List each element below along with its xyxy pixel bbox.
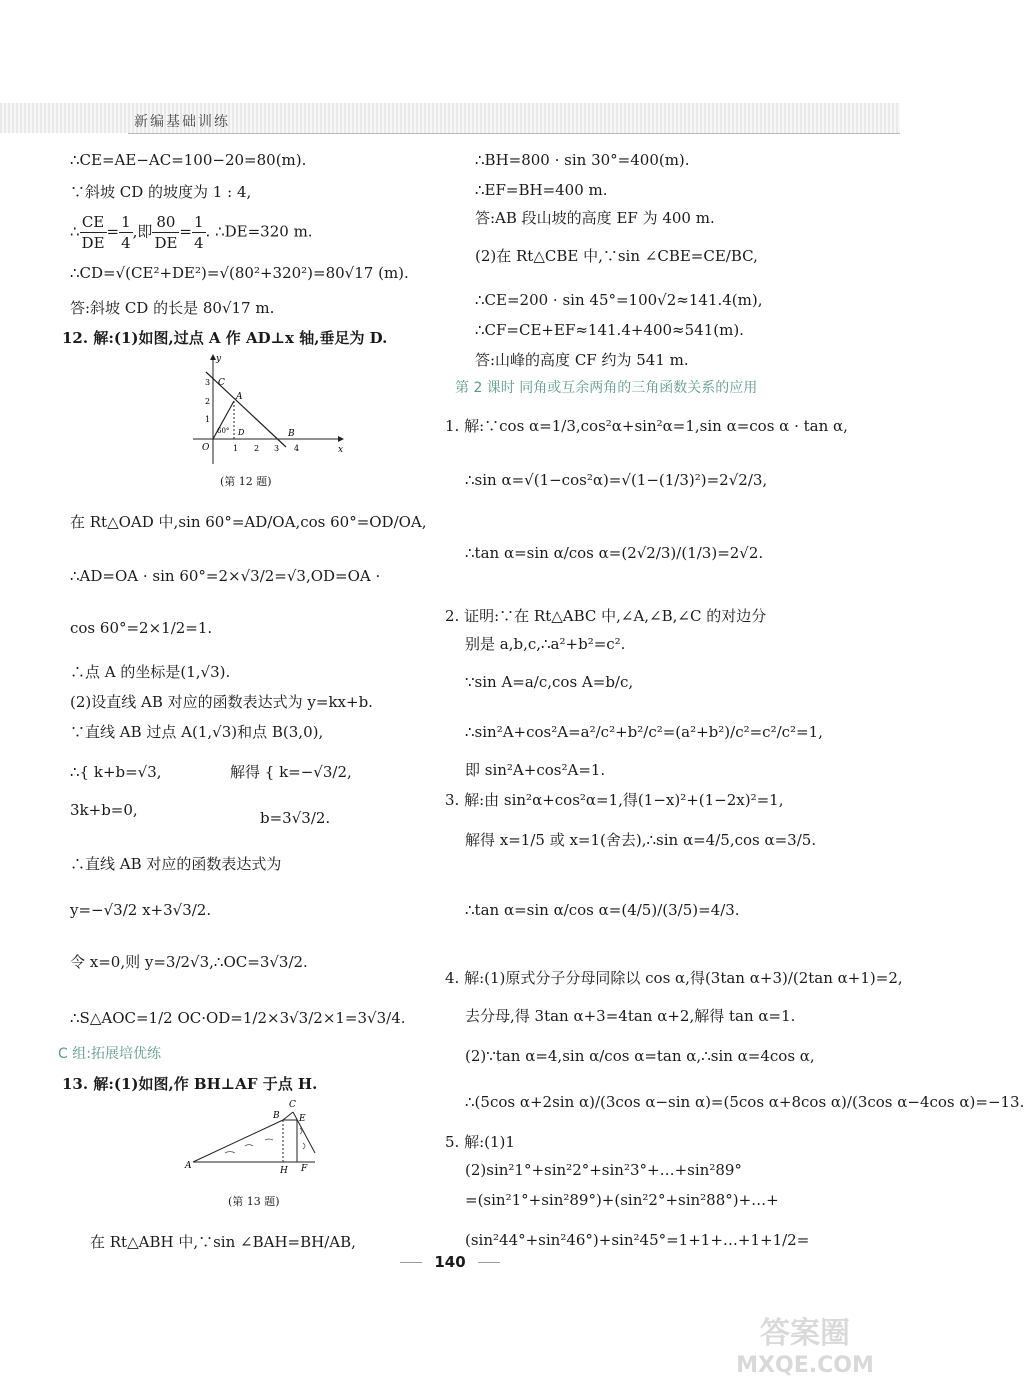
text-line: ∵斜坡 CD 的坡度为 1 : 4, (70, 183, 252, 201)
text-line: ∴sin α=√(1−cos²α)=√(1−(1/3)²)=2√2/3, (465, 471, 768, 489)
text-fragment: ,即 (132, 222, 153, 241)
text-line: ∴tan α=sin α/cos α=(4/5)/(3/5)=4/3. (465, 901, 740, 919)
text-line: ∴sin²A+cos²A=a²/c²+b²/c²=(a²+b²)/c²=c²/c²=1, (465, 723, 823, 741)
text-line: ∴BH=800 · sin 30°=400(m). (475, 151, 690, 169)
svg-text:1: 1 (205, 415, 211, 424)
svg-text:3: 3 (205, 378, 211, 387)
lesson-2-heading: 第 2 课时 同角或互余两角的三角函数关系的应用 (455, 380, 758, 396)
solution-line: 解得 { k=−√3/2, (230, 763, 352, 781)
text-fragment: ∴ (70, 222, 80, 241)
text-line: ∴直线 AB 对应的函数表达式为 (70, 855, 282, 873)
text-line: ∴CD=√(CE²+DE²)=√(80²+320²)=80√17 (m). (70, 264, 409, 282)
text-line: (sin²44°+sin²46°)+sin²45°=1+1+…+1+1/2= (465, 1231, 810, 1249)
svg-text:y: y (216, 354, 222, 364)
svg-text:O: O (202, 443, 210, 453)
page-number: 140 (0, 1253, 900, 1271)
watermark-text: 答案圈 (760, 1316, 850, 1351)
text-line: ∴点 A 的坐标是(1,√3). (70, 663, 231, 681)
svg-text:A: A (236, 392, 243, 402)
text-line: ∴(5cos α+2sin α)/(3cos α−sin α)=(5cos α+8cos α)/(3cos α−4cos α)=−13. (465, 1093, 1024, 1111)
text-fragment: = (179, 222, 192, 241)
text-line: =(sin²1°+sin²89°)+(sin²2°+sin²88°)+…+ (465, 1191, 779, 1209)
text-line: ∴S△AOC=1/2 OC·OD=1/2×3√3/2×1=3√3/4. (70, 1009, 406, 1027)
problem-13-heading: 13. 解:(1)如图,作 BH⊥AF 于点 H. (62, 1075, 318, 1093)
text-line: 即 sin²A+cos²A=1. (465, 761, 606, 779)
fraction: $\frac{80}{DE}$ (154, 213, 178, 252)
svg-text:H: H (280, 1166, 288, 1176)
text-line: 答:AB 段山坡的高度 EF 为 400 m. (475, 209, 715, 227)
text-line: ∵sin A=a/c,cos A=b/c, (465, 673, 634, 691)
text-line: 1. 解:∵cos α=1/3,cos²α+sin²α=1,sin α=cos α · tan α, (445, 417, 848, 435)
fraction: $\frac{CE}{DE}$ (81, 213, 105, 252)
figure-13-mountain (185, 1098, 345, 1178)
text-fragment: . ∴DE=320 m. (205, 222, 313, 241)
text-line: 在 Rt△ABH 中,∵sin ∠BAH=BH/AB, (90, 1233, 356, 1251)
svg-text:E: E (299, 1114, 306, 1124)
equation-line (70, 212, 313, 253)
text-line: ∴CF=CE+EF≈141.4+400≈541(m). (475, 321, 744, 339)
text-line: ∴CE=200 · sin 45°=100√2≈141.4(m), (475, 291, 763, 309)
svg-text:60°: 60° (217, 427, 230, 435)
text-line: cos 60°=2×1/2=1. (70, 619, 213, 637)
text-line: 别是 a,b,c,∴a²+b²=c². (465, 635, 626, 653)
text-line: (2)设直线 AB 对应的函数表达式为 y=kx+b. (70, 693, 373, 711)
svg-text:4: 4 (294, 444, 300, 453)
svg-text:B: B (288, 429, 295, 439)
watermark-logo (720, 1318, 890, 1388)
svg-text:3: 3 (274, 444, 280, 453)
text-line: 答:山峰的高度 CF 约为 541 m. (475, 351, 689, 369)
fraction: $\frac{1}{4}$ (121, 213, 131, 252)
svg-text:2: 2 (254, 444, 260, 453)
svg-text:1: 1 (233, 444, 239, 453)
svg-text:D: D (238, 428, 245, 437)
figure-13-caption: (第 13 题) (228, 1195, 280, 1208)
text-line: ∵直线 AB 过点 A(1,√3)和点 B(3,0), (70, 723, 324, 741)
text-line: 答:斜坡 CD 的长是 80√17 m. (70, 299, 275, 317)
section-c-heading: C 组:拓展培优练 (58, 1046, 161, 1062)
text-line: 令 x=0,则 y=3/2√3,∴OC=3√3/2. (70, 953, 308, 971)
figure-12-caption: (第 12 题) (220, 475, 272, 488)
figure-12-graph (188, 352, 348, 467)
solution-line: b=3√3/2. (260, 809, 331, 827)
text-line: (2)sin²1°+sin²2°+sin²3°+…+sin²89° (465, 1161, 742, 1179)
problem-12-heading: 12. 解:(1)如图,过点 A 作 AD⊥x 轴,垂足为 D. (62, 329, 388, 347)
svg-text:A: A (185, 1161, 192, 1171)
text-line: ∴EF=BH=400 m. (475, 181, 608, 199)
equation-system-line: ∴{ k+b=√3, (70, 763, 162, 781)
header-title: 新编基础训练 (134, 114, 230, 130)
svg-text:x: x (338, 445, 344, 455)
text-fragment: = (106, 222, 120, 241)
text-line: 4. 解:(1)原式分子分母同除以 cos α,得(3tan α+3)/(2tan α+1)=2, (445, 969, 903, 987)
fraction: $\frac{1}{4}$ (194, 213, 204, 252)
text-line: y=−√3/2 x+3√3/2. (70, 901, 212, 919)
text-line: 在 Rt△OAD 中,sin 60°=AD/OA,cos 60°=OD/OA, (70, 513, 427, 531)
watermark-url: MXQE.COM (736, 1353, 874, 1378)
text-line: 5. 解:(1)1 (445, 1133, 515, 1151)
text-line: ∴CE=AE−AC=100−20=80(m). (70, 151, 307, 169)
text-line: ∴tan α=sin α/cos α=(2√2/3)/(1/3)=2√2. (465, 544, 764, 562)
svg-text:2: 2 (205, 397, 211, 406)
text-line: ∴AD=OA · sin 60°=2×√3/2=√3,OD=OA · (70, 567, 381, 585)
text-line: (2)在 Rt△CBE 中,∵sin ∠CBE=CE/BC, (475, 247, 758, 265)
svg-text:B: B (273, 1111, 280, 1121)
svg-text:C: C (218, 378, 225, 388)
text-line: (2)∵tan α=4,sin α/cos α=tan α,∴sin α=4cos α, (465, 1047, 815, 1065)
text-line: 3. 解:由 sin²α+cos²α=1,得(1−x)²+(1−2x)²=1, (445, 791, 784, 809)
svg-text:C: C (289, 1100, 296, 1110)
header-divider (128, 133, 900, 134)
svg-text:F: F (301, 1164, 308, 1174)
equation-system-line: 3k+b=0, (70, 801, 138, 819)
text-line: 去分母,得 3tan α+3=4tan α+2,解得 tan α=1. (465, 1007, 796, 1025)
text-line: 解得 x=1/5 或 x=1(舍去),∴sin α=4/5,cos α=3/5. (465, 831, 817, 849)
text-line: 2. 证明:∵在 Rt△ABC 中,∠A,∠B,∠C 的对边分 (445, 607, 767, 625)
